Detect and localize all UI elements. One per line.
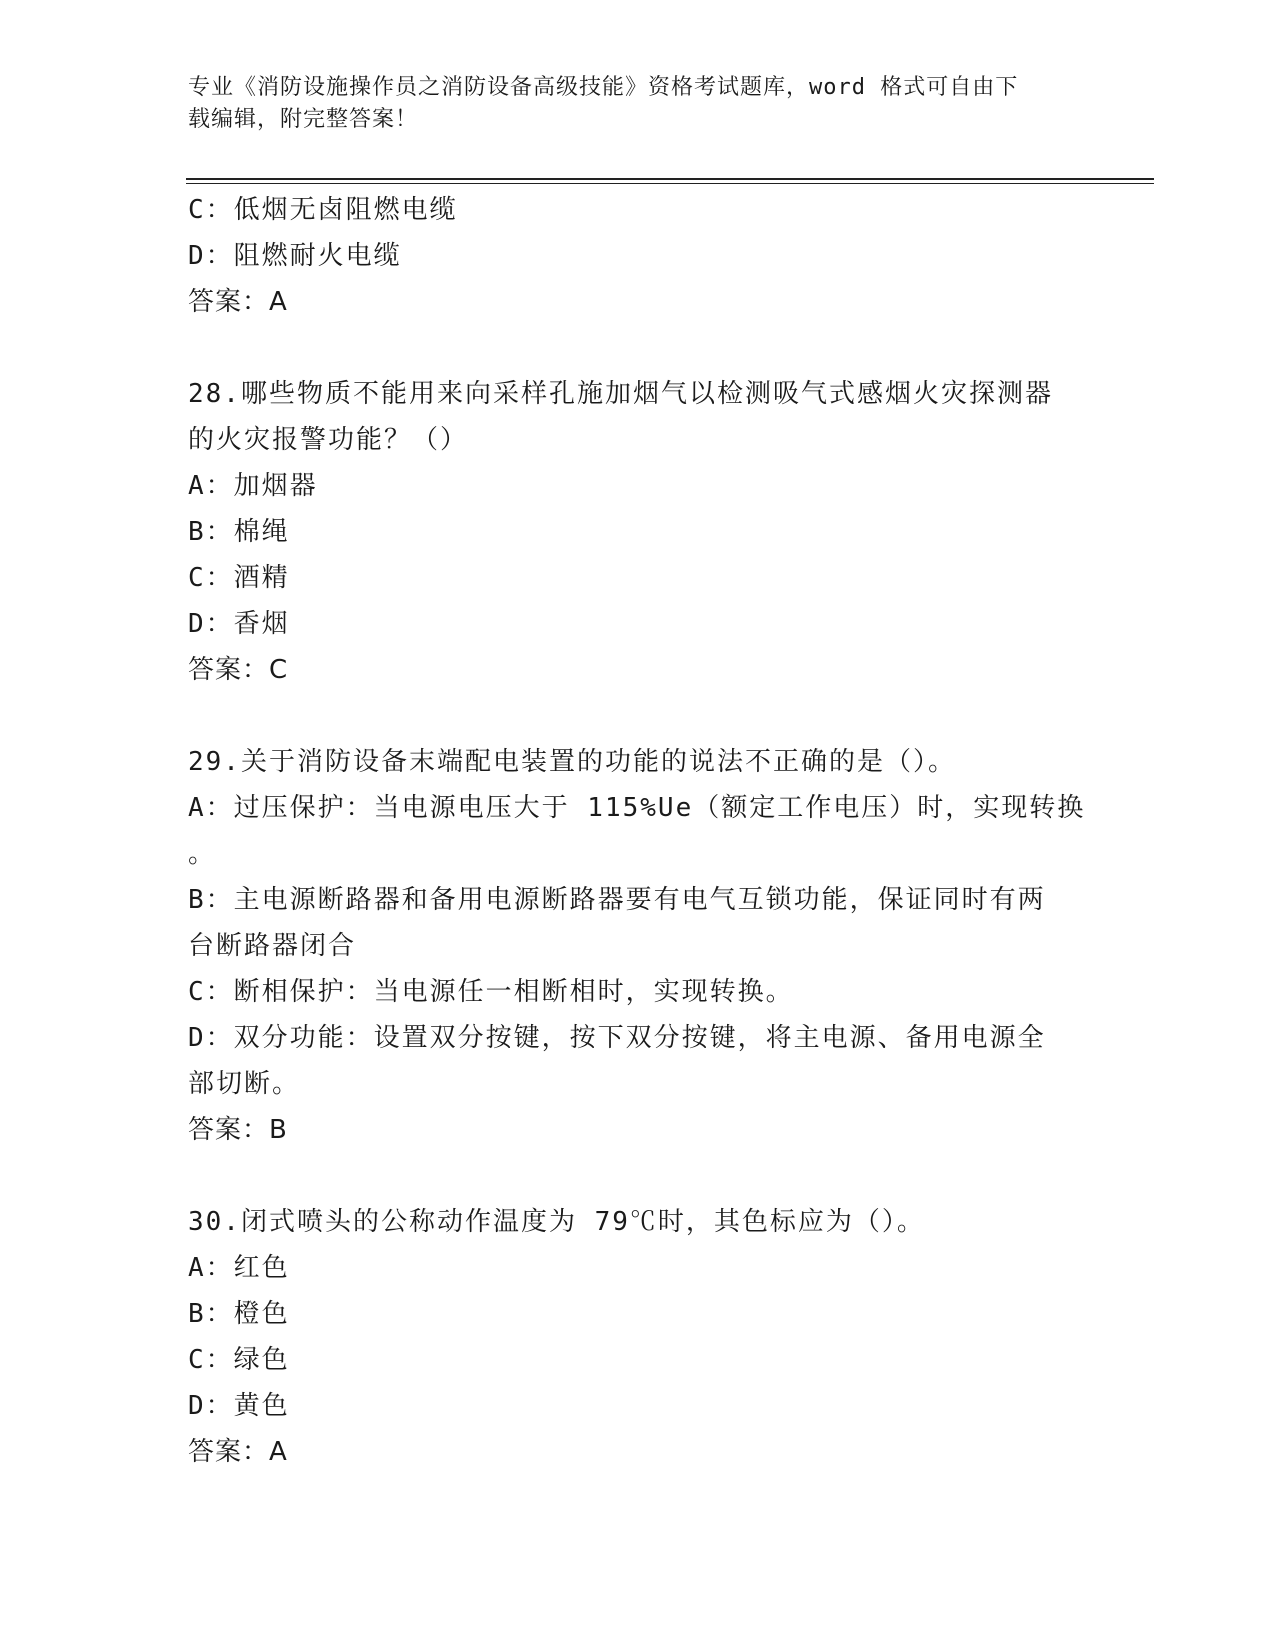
q29-option-c: C：断相保护：当电源任一相断相时，实现转换。 [188,977,794,1007]
q28-answer: 答案：C [188,655,289,685]
q30-option-b: B：橙色 [188,1299,290,1329]
q28-question-line-1: 28.哪些物质不能用来向采样孔施加烟气以检测吸气式感烟火灾探测器 [188,379,1053,409]
q29-option-b-line-1: B：主电源断路器和备用电源断路器要有电气互锁功能，保证同时有两 [188,885,1046,915]
q29-option-b-line-2: 台断路器闭合 [188,931,357,961]
header-rule-thick [186,178,1154,180]
question-27-tail [188,187,1088,325]
q28-question-line-2: 的火灾报警功能？（） [188,425,469,455]
question-29 [188,739,1088,1153]
spacer [188,693,1088,739]
q29-option-d-line-1: D：双分功能：设置双分按键，按下双分按键，将主电源、备用电源全 [188,1023,1046,1053]
q28-option-c: C：酒精 [188,563,290,593]
q29-option-d-line-2: 部切断。 [188,1069,301,1099]
q27-answer: 答案：A [188,287,288,317]
q28-option-d: D：香烟 [188,609,290,639]
question-28 [188,371,1088,693]
header-line-1: 专业《消防设施操作员之消防设备高级技能》资格考试题库，word 格式可自由下 [188,75,1019,100]
q30-option-d: D：黄色 [188,1391,290,1421]
spacer [188,325,1088,371]
q28-option-a: A：加烟器 [188,471,318,501]
q27-option-c: C：低烟无卤阻燃电缆 [188,195,458,225]
header-line-2: 载编辑，附完整答案！ [188,107,419,132]
q30-option-c: C：绿色 [188,1345,290,1375]
q29-question: 29.关于消防设备末端配电装置的功能的说法不正确的是（）。 [188,747,956,777]
document-body [188,187,1088,1475]
q29-option-a-line-1: A：过压保护：当电源电压大于 115%Ue（额定工作电压）时，实现转换 [188,793,1086,823]
header-rule-thin [186,183,1154,184]
q30-option-a: A：红色 [188,1253,290,1283]
q29-answer: 答案：B [188,1115,288,1145]
q29-option-a-line-2: 。 [188,839,217,869]
q28-option-b: B：棉绳 [188,517,290,547]
spacer [188,1153,1088,1199]
q30-question: 30.闭式喷头的公称动作温度为 79℃时，其色标应为（）。 [188,1207,925,1237]
question-30 [188,1199,1088,1475]
q27-option-d: D：阻燃耐火电缆 [188,241,402,271]
page-header [188,72,1088,136]
q30-answer: 答案：A [188,1437,288,1467]
